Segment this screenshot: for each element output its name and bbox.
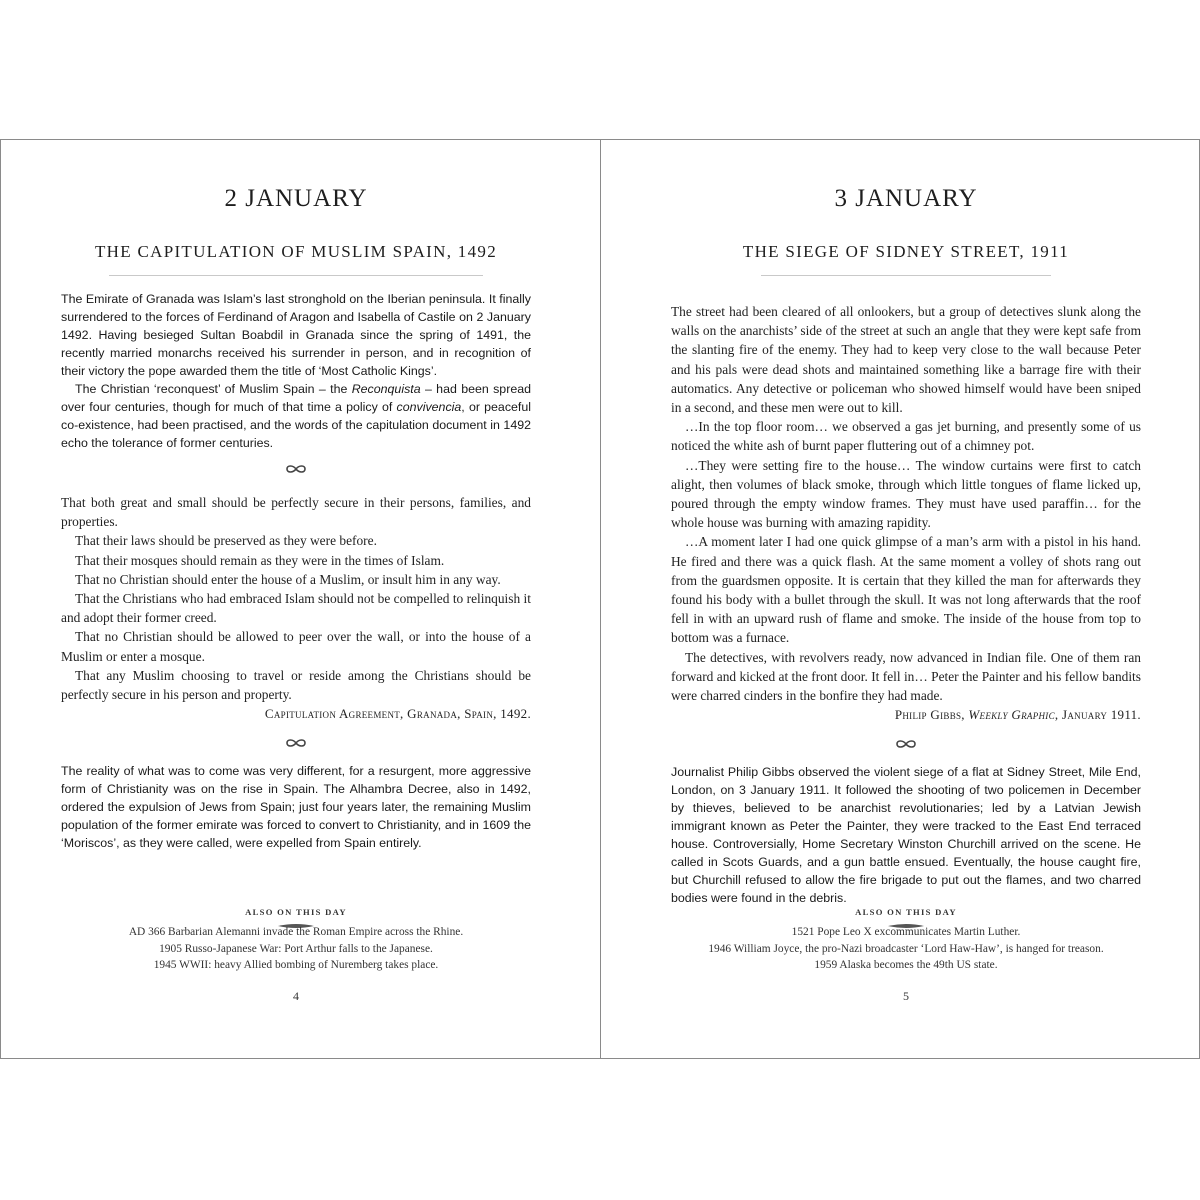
left-page <box>61 140 531 1058</box>
also-item: 1521 Pope Leo X excommunicates Martin Luther. <box>791 926 1021 938</box>
title-rule <box>109 275 483 276</box>
intro-paragraph: The Emirate of Granada was Islam’s last stronghold on the Iberian peninsula. It finally surrendered to the forces of Ferdinand of Aragon and Isabella of Castile on 2 January 1492. Having besieged Sultan Boabdil in Granada since the spring of 1491, the recently married monarchs received his surrender in person, and in recognition of their victory the pope awarded them the title of ‘Most Catholic Kings’. <box>61 292 531 378</box>
page-number: 4 <box>293 989 299 1003</box>
also-on-this-day-list <box>671 924 1141 974</box>
page-date: 2 JANUARY <box>224 185 368 212</box>
quote-paragraph: …They were setting fire to the house… The window curtains were first to catch alight, then volumes of black smoke, through which little tongues of flame licked up, poured through the empty window frames. They must have used paraffin… for the whole house was burning with amazing rapidity. <box>671 457 1141 531</box>
also-item: 1959 Alaska becomes the 49th US state. <box>814 959 998 971</box>
quote-line: That the Christians who had embraced Islam should not be compelled to relinquish it and adopt their former creed. <box>61 591 531 626</box>
quote-line: That their mosques should remain as they were in the times of Islam. <box>75 552 445 568</box>
quote-source: Philip Gibbs, Weekly Graphic, January 1911. <box>894 707 1141 723</box>
page-date: 3 JANUARY <box>834 185 978 212</box>
ornament-icon <box>61 461 531 473</box>
quote-paragraph: The street had been cleared of all onlookers, but a group of detectives slunk along the walls on the anarchists’ side of the street at such an angle that they were kept safe from the slanting fire of the enemy. They had to keep very close to the wall because Peter and his pals were dead shots and maintained something like a barrage fire with their automatics. Any detective or policeman who showed himself would have been sniped in a second, and these men were out to kill. <box>671 304 1141 416</box>
quote-line: That no Christian should enter the house of a Muslim, or insult him in any way. <box>75 571 501 587</box>
quote-line: That any Muslim choosing to travel or reside among the Christians should be perfectly secure in his person and property. <box>61 667 531 703</box>
page-number: 5 <box>903 989 909 1003</box>
quote-paragraph: …In the top floor room… we observed a gas jet burning, and presently some of us noticed the white ash of burnt paper fluttering out of a chimney pot. <box>671 419 1141 454</box>
aftermath-paragraph: The reality of what was to come was very different, for a resurgent, more aggressive form of Christianity was on the rise in Spain. The Alhambra Decree, also in 1492, ordered the expulsion of Jews from Spain; just four years later, the remaining Muslim population of the former emirate was forced to convert to Christianity, and in 1609 the ‘Moriscos’, as they were called, were expelled from Spain entirely. <box>61 764 531 850</box>
context-paragraph: Journalist Philip Gibbs observed the violent siege of a flat at Sidney Street, Mile End, London, on 3 January 1911. It followed the shooting of two policemen in December by thieves, believed to be anarchist revolutionaries; led by a Latvian Jewish immigrant known as Peter the Painter, they were tracked to the East End terraced house. Controversially, Home Secretary Winston Churchill arrived on the scene. He called in Scots Guards, and a gun battle ensued. Eventually, the house caught fire, but Churchill refused to allow the fire brigade to put out the flames, and two charred bodies were found in the debris. <box>671 765 1141 905</box>
ornament-icon <box>671 736 1141 748</box>
also-on-this-day-heading: ALSO ON THIS DAY <box>855 907 957 917</box>
ornament-icon <box>61 735 531 747</box>
gibbs-quote <box>671 302 1141 724</box>
also-item: AD 366 Barbarian Alemanni invade the Roman Empire across the Rhine. <box>128 926 464 938</box>
context-text <box>671 763 1141 907</box>
capitulation-quote <box>61 493 531 723</box>
right-page <box>671 140 1141 1058</box>
page-title: THE SIEGE OF SIDNEY STREET, 1911 <box>742 242 1070 261</box>
also-item: 1905 Russo-Japanese War: Port Arthur falls to the Japanese. <box>159 942 433 955</box>
page-title: THE CAPITULATION OF MUSLIM SPAIN, 1492 <box>94 242 498 261</box>
quote-line: That both great and small should be perfectly secure in their persons, families, and properties. <box>61 495 531 530</box>
quote-line: That no Christian should be allowed to peer over the wall, or into the house of a Muslim or enter a mosque. <box>61 629 531 664</box>
book-spread <box>0 139 1200 1059</box>
quote-paragraph: The detectives, with revolvers ready, now advanced in Indian file. One of them ran forward and kicked at the front door. It fell in… Peter the Painter and his fellow bandits were charred cinders in the bonfire they had made. <box>671 649 1141 704</box>
quote-line: That their laws should be preserved as they were before. <box>75 533 377 549</box>
also-on-this-day-list <box>61 924 531 974</box>
quote-source: Capitulation Agreement, Granada, Spain, 1492. <box>264 706 531 722</box>
also-item: 1945 WWII: heavy Allied bombing of Nuremberg takes place. <box>153 959 439 971</box>
page-gutter <box>600 140 601 1058</box>
intro-paragraph-2: The Christian ‘reconquest’ of Muslim Spain – the Reconquista – had been spread over four centuries, though for much of that time a policy of convivencia, or peaceful co-existence, had been practised, and the words of the capitulation document in 1492 echo the tolerance of former centuries. <box>61 382 532 450</box>
aftermath-text <box>61 762 531 852</box>
also-on-this-day-heading: ALSO ON THIS DAY <box>245 907 347 917</box>
quote-paragraph: …A moment later I had one quick glimpse of a man’s arm with a pistol in his hand. He fired and there was a quick flash. At the same moment a volley of shots rang out from the guardsmen opposite. It is certain that they killed the man for afterwards they found his body with a bullet through the skull. It was not long afterwards that the roof fell in with an upward rush of flame and smoke. The inside of the house from top to bottom was a furnace. <box>671 534 1141 646</box>
intro-text <box>61 290 531 452</box>
title-rule <box>761 275 1051 276</box>
also-item: 1946 William Joyce, the pro-Nazi broadcaster ‘Lord Haw-Haw’, is hanged for treason. <box>708 942 1104 955</box>
